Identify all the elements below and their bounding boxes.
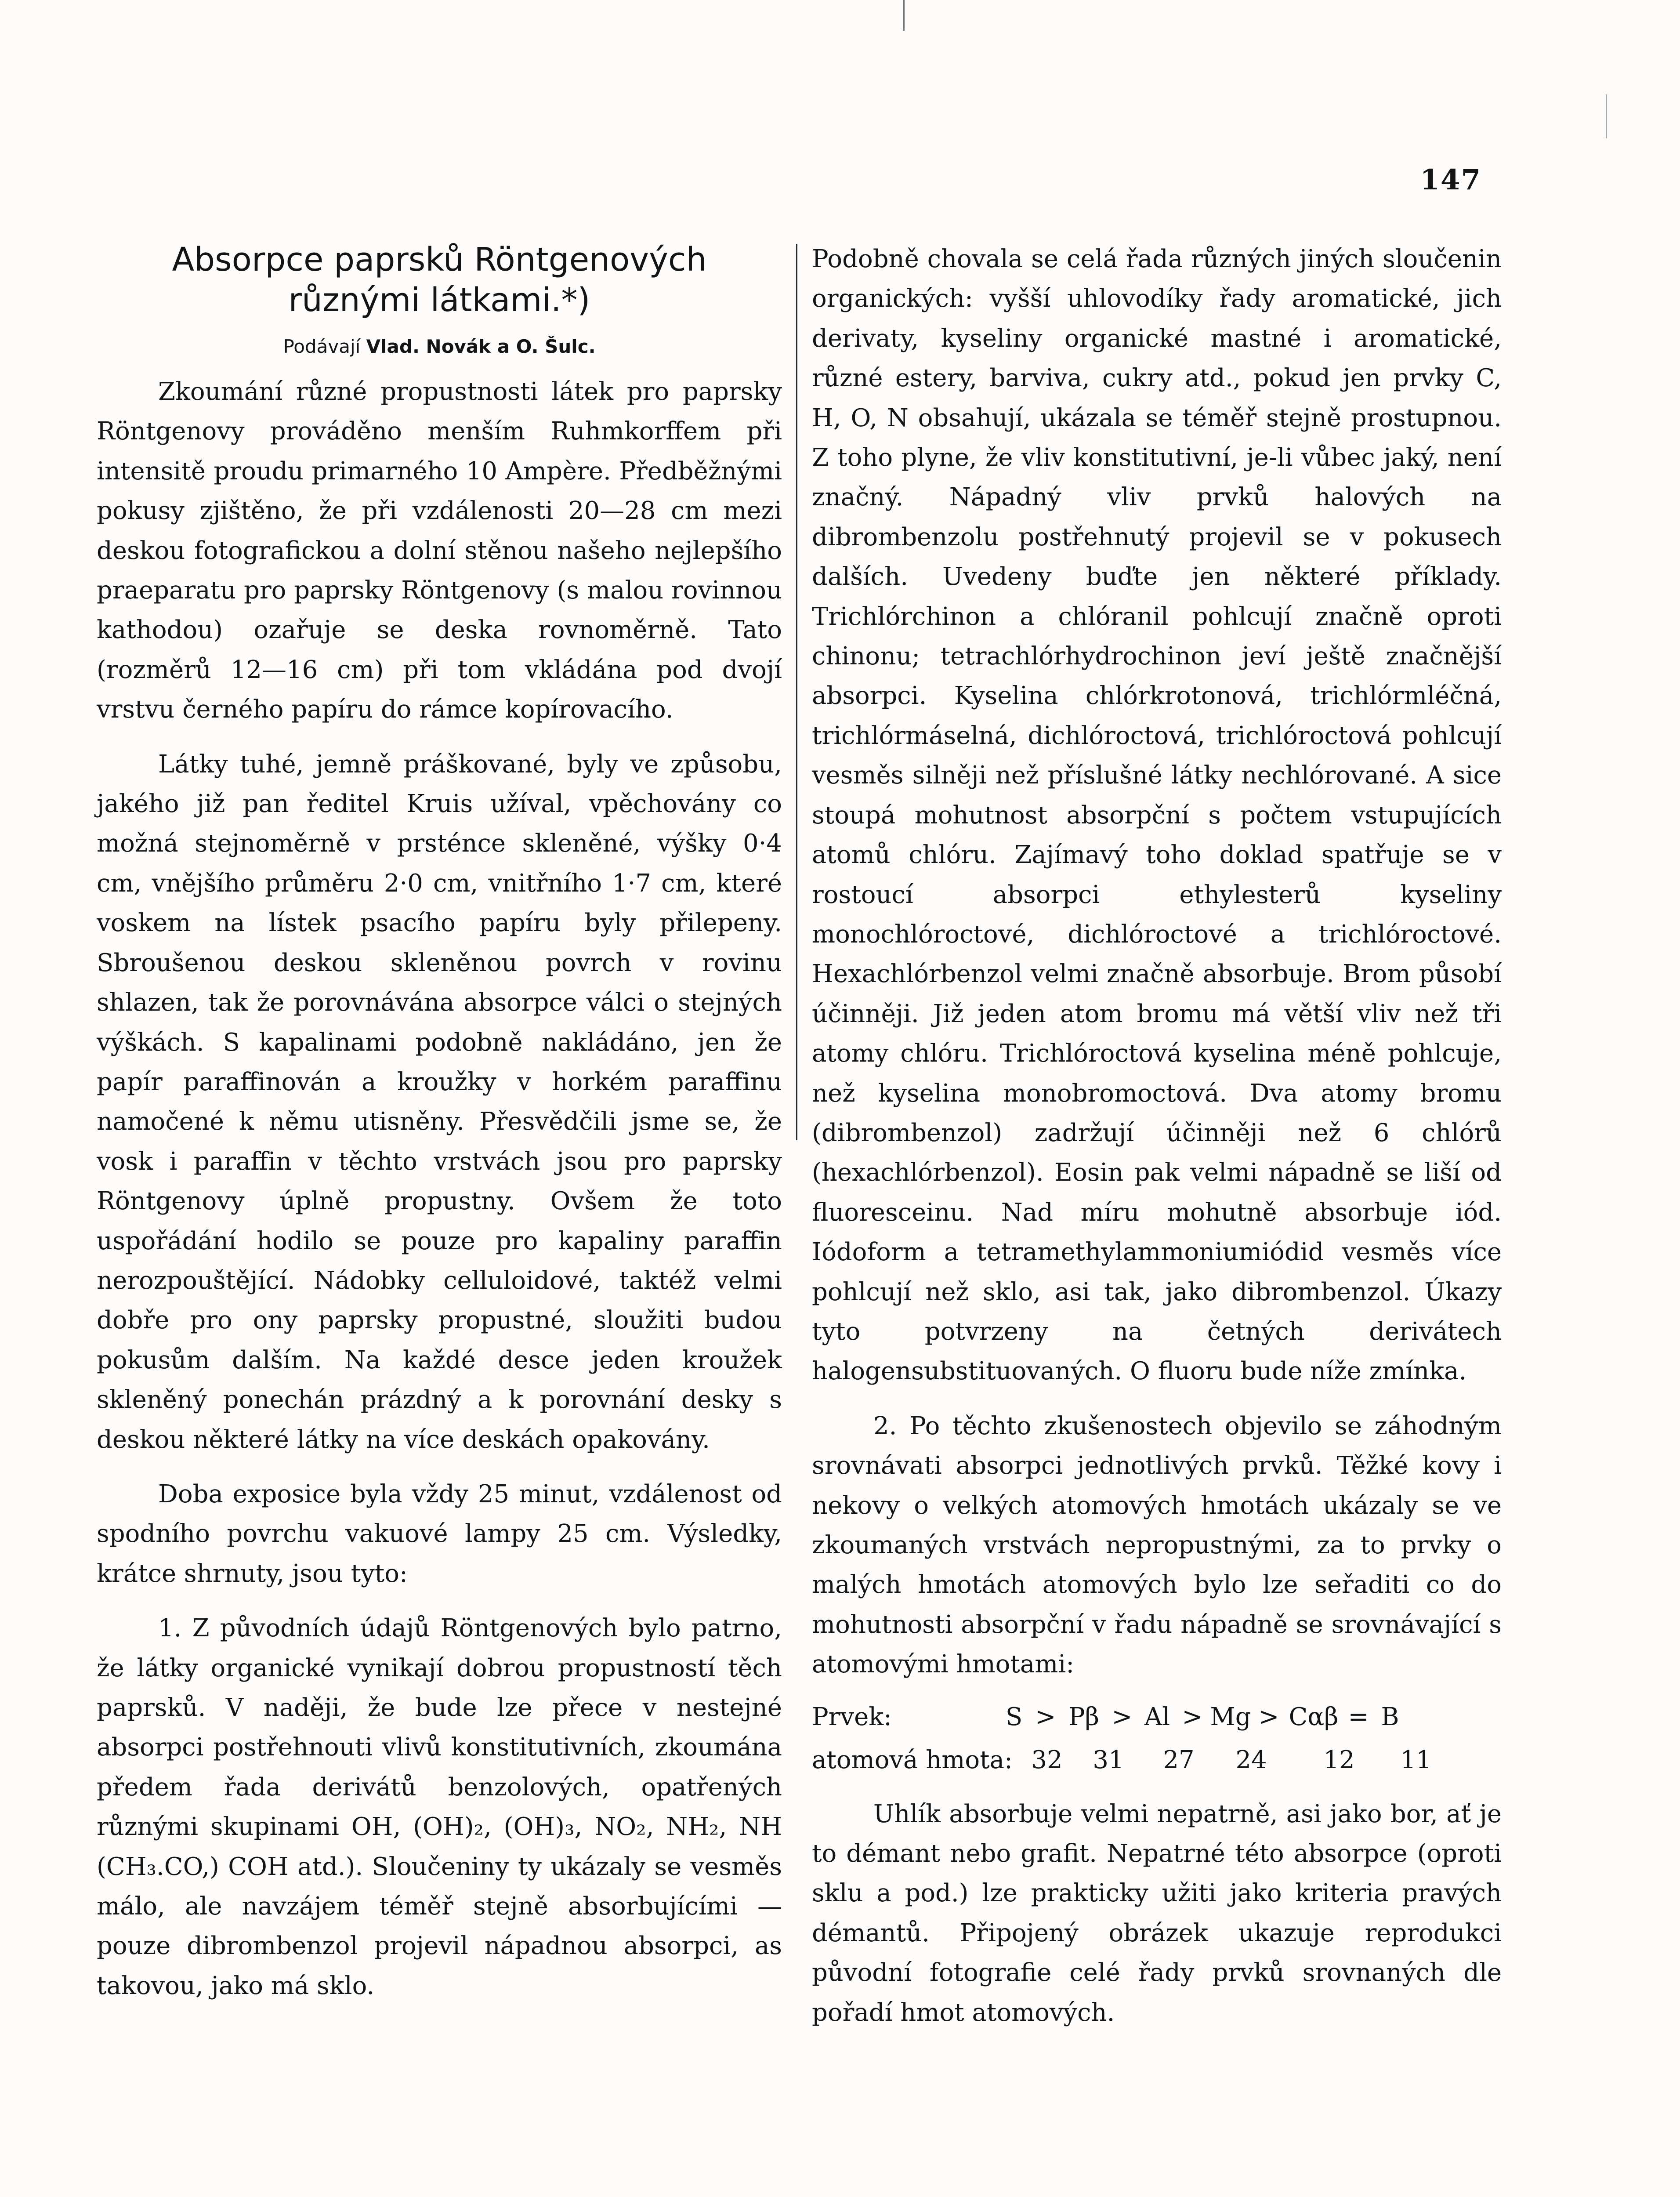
paragraph: Doba exposice byla vždy 25 minut, vzdálenost od spodního povrchu vakuové lampy 25 cm. Výsledky, krátce shrnuty, jsou tyto: bbox=[97, 1479, 782, 1588]
element-symbol: S bbox=[1005, 1702, 1023, 1731]
byline bbox=[97, 333, 782, 361]
element-symbol: Cαβ bbox=[1289, 1702, 1339, 1731]
comparison-sign: > bbox=[1112, 1702, 1133, 1731]
element-symbol: Al bbox=[1144, 1702, 1170, 1731]
atomic-mass-label: atomová hmota: bbox=[812, 1745, 1013, 1774]
scan-mark bbox=[903, 0, 905, 31]
atomic-mass-value: 32 bbox=[1031, 1745, 1063, 1774]
scan-mark bbox=[1606, 94, 1607, 138]
element-order-row bbox=[812, 1698, 1502, 1737]
atomic-mass-value: 27 bbox=[1163, 1745, 1195, 1774]
comparison-sign: > bbox=[1035, 1702, 1056, 1731]
comparison-sign: > bbox=[1182, 1702, 1203, 1731]
byline-prefix: Podávají bbox=[283, 336, 361, 357]
paragraph: 1. Z původních údajů Röntgenových bylo patrno, že látky organické vynikají dobrou propustností těch paprsků. V naději, že bude lze přece v nestejné absorpci postřehnouti vlivů konstitutivních, zkoumána předem řada derivátů benzolových, opatřených různými skupinami OH, (OH)₂, (OH)₃, NO₂, NH₂, NH (CH₃.CO,) COH atd.). Sloučeniny ty ukázaly se vesměs málo, ale navzájem téměř stejně absorbujícími — pouze dibrombenzol projevil nápadnou absorpci, as takovou, jako má sklo. bbox=[97, 1614, 782, 2000]
right-column bbox=[812, 239, 1502, 2033]
atomic-mass-value: 31 bbox=[1093, 1745, 1124, 1774]
paragraph: 2. Po těchto zkušenostech objevilo se záhodným srovnávati absorpci jednotlivých prvků. Těžké kovy i nekovy o velkých atomových hmotách ukázaly se ve zkoumaných vrstvách nepropustnými, za to prvky o malých hmotách atomových bylo lze seřaditi co do mohutnosti absorpční v řadu nápadně se srovnávající s atomovými hmotami: bbox=[812, 1411, 1502, 1679]
atomic-mass-value: 12 bbox=[1323, 1745, 1355, 1774]
comparison-sign: > bbox=[1258, 1702, 1279, 1731]
element-symbol: Pβ bbox=[1068, 1702, 1100, 1731]
column-divider bbox=[796, 244, 797, 1140]
page-number: 147 bbox=[1420, 163, 1481, 196]
comparison-sign: = bbox=[1348, 1702, 1369, 1731]
left-column bbox=[97, 239, 782, 2006]
atomic-mass-value: 24 bbox=[1235, 1745, 1267, 1774]
paragraph: Podobně chovala se celá řada různých jiných sloučenin organických: vyšší uhlovodíky řady aromatické, jich derivaty, kyseliny organické mastné i aromatické, různé estery, barviva, cukry atd., pokud jen prvky C, H, O, N obsahují, ukázala se téměř stejně prostupnou. Z toho plyne, že vliv konstitutivní, je-li vůbec jaký, není značný. Nápadný vliv prvků halových na dibrombenzolu postřehnutý projevil se v pokusech dalších. Uvedeny buďte jen některé příklady. Trichlórchinon a chlóranil pohlcují značně oproti chinonu; tetrachlórhydrochinon jeví ještě značnější absorpci. Kyselina chlórkrotonová, trichlórmléčná, trichlórmáselná, dichlóroctová, trichlóroctová pohlcují vesměs silněji než příslušné látky nechlórované. A sice stoupá mohutnost absorpční s počtem vstupujících atomů chlóru. Zajímavý toho doklad spatřuje se v rostoucí absorpci ethylesterů kyseliny monochlóroctové, dichlóroctové a trichlóroctové. Hexachlórbenzol velmi značně absorbuje. Brom působí účinněji. Již jeden atom bromu má větší vliv než tři atomy chlóru. Trichlóroctová kyselina méně pohlcuje, než kyselina monobromoctová. Dva atomy bromu (dibrombenzol) zadržují účinněji než 6 chlórů (hexachlórbenzol). Eosin pak velmi nápadně se liší od fluoresceinu. Nad míru mohutně absorbuje iód. Iódoform a tetramethylammoniumiódid vesměs více pohlcují než sklo, asi tak, jako dibrombenzol. Úkazy tyto potvrzeny na četných derivátech halogensubstituovaných. O fluoru bude níže zmínka. bbox=[812, 245, 1502, 1386]
element-symbol: B bbox=[1381, 1702, 1399, 1731]
title-line-2: různými látkami.*) bbox=[288, 281, 590, 319]
authors: Vlad. Novák a O. Šulc. bbox=[366, 336, 596, 357]
atomic-mass-value: 11 bbox=[1400, 1745, 1432, 1774]
element-symbol: Mg bbox=[1210, 1702, 1251, 1731]
element-row-label: Prvek: bbox=[812, 1702, 892, 1731]
paragraph: Zkoumání různé propustnosti látek pro paprsky Röntgenovy prováděno menším Ruhmkorffem při intensitě proudu primarného 10 Ampère. Předběžnými pokusy zjištěno, že při vzdálenosti 20—28 cm mezi deskou fotografickou a dolní stěnou našeho nejlepšího praeparatu pro paprsky Röntgenovy (s malou rovinnou kathodou) ozařuje se deska rovnoměrně. Tato (rozměrů 12—16 cm) při tom vkládána pod dvojí vrstvu černého papíru do rámce kopírovacího. bbox=[97, 377, 782, 724]
paragraph: Uhlík absorbuje velmi nepatrně, asi jako bor, ať je to démant nebo grafit. Nepatrné této absorpce (oproti sklu a pod.) lze prakticky užiti jako kriteria pravých démantů. Připojený obrázek ukazuje reprodukci původní fotografie celé řady prvků srovnaných dle pořadí hmot atomových. bbox=[812, 1799, 1502, 2027]
atomic-mass-row bbox=[812, 1741, 1502, 1780]
article-title bbox=[97, 239, 782, 320]
title-line-1: Absorpce paprsků Röntgenových bbox=[172, 241, 707, 279]
paragraph: Látky tuhé, jemně práškované, byly ve způsobu, jakého již pan ředitel Kruis užíval, vpěchovány co možná stejnoměrně v prsténce skleněné, výšky 0·4 cm, vnějšího průměru 2·0 cm, vnitřního 1·7 cm, které voskem na lístek psacího papíru byly přilepeny. Sbroušenou deskou skleněnou povrch v rovinu shlazen, tak že porovnávána absorpce válci o stejných výškách. S kapalinami podobně nakládáno, jen že papír paraffinován a kroužky v horkém paraffinu namočené k němu utisněny. Přesvědčili jsme se, že vosk i paraffin v těchto vrstvách jsou pro paprsky Röntgenovy úplně propustny. Ovšem že toto uspořádání hodilo se pouze pro kapaliny paraffin nerozpouštějící. Nádobky celluloidové, taktéž velmi dobře pro ony paprsky propustné, sloužiti budou pokusům dalším. Na každé desce jeden kroužek skleněný ponechán prázdný a k porovnání desky s deskou některé látky na více deskách opakovány. bbox=[97, 750, 782, 1454]
